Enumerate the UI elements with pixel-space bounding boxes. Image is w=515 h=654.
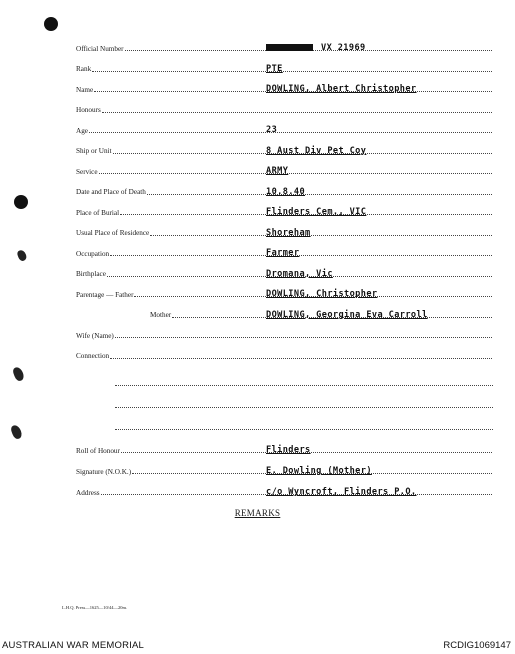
field-row — [76, 266, 493, 280]
dotted-leader — [89, 132, 492, 133]
field-value-text: c/o Wyncroft, Flinders P.O. — [266, 487, 417, 497]
field-label: Rank — [76, 65, 92, 74]
field-value-text: Shoreham — [266, 227, 311, 238]
dotted-leader — [147, 194, 492, 195]
field-value — [266, 64, 283, 74]
field-label: Wife (Name) — [76, 331, 114, 340]
field-value-text: PTE — [266, 63, 283, 74]
field-value — [266, 125, 277, 135]
field-row — [76, 286, 493, 300]
field-label: Roll of Honour — [76, 446, 120, 455]
footer-record-id: RCDIG1069147 — [443, 640, 511, 651]
field-value-text: DOWLING, Christopher — [266, 289, 378, 299]
field-value-text: E. Dowling (Mother) — [266, 466, 372, 476]
connection-line-1 — [115, 385, 493, 386]
field-row — [76, 348, 493, 362]
dotted-leader — [99, 173, 492, 174]
field-value — [266, 228, 311, 238]
dotted-leader — [115, 337, 492, 338]
field-row — [76, 463, 493, 477]
field-row — [76, 225, 493, 239]
field-value-text: DOWLING, Albert Christopher — [266, 84, 417, 94]
dotted-leader — [110, 255, 492, 256]
field-label: Place of Burial — [76, 208, 120, 217]
field-value-text: DOWLING, Georgina Eva Carroll — [266, 309, 428, 320]
field-value-text: Flinders Cem., VIC — [266, 207, 367, 217]
field-row — [76, 143, 493, 157]
field-label: Address — [76, 488, 100, 497]
field-row — [76, 122, 493, 136]
field-value-text: Farmer — [266, 248, 300, 258]
field-label: Date and Place of Death — [76, 188, 146, 197]
field-label: Usual Place of Residence — [76, 229, 150, 238]
connection-line-3 — [115, 429, 493, 430]
field-label: Birthplace — [76, 270, 106, 279]
field-value — [266, 43, 366, 53]
field-row — [76, 163, 493, 177]
field-row — [76, 184, 493, 198]
binder-hole-top — [44, 17, 58, 31]
field-row — [76, 327, 493, 341]
ink-smudge-1 — [16, 249, 27, 262]
field-value — [266, 84, 417, 94]
field-label: Official Number — [76, 44, 124, 53]
field-row — [76, 484, 493, 498]
field-value — [266, 445, 311, 455]
field-row — [76, 102, 493, 116]
field-value — [266, 269, 333, 279]
field-value-text: VX 21969 — [321, 43, 366, 53]
ink-smudge-3 — [10, 424, 23, 440]
field-value — [266, 310, 428, 320]
field-value — [266, 466, 372, 476]
field-row — [76, 307, 493, 321]
field-label: Name — [76, 85, 94, 94]
field-label: Connection — [76, 352, 110, 361]
field-label: Occupation — [76, 249, 110, 258]
field-value-text: Dromana, Vic — [266, 268, 333, 279]
field-value — [266, 248, 299, 258]
field-value — [266, 289, 377, 299]
field-label: Honours — [76, 106, 101, 115]
field-row — [76, 204, 493, 218]
field-row — [76, 61, 493, 75]
binder-hole-middle — [14, 195, 28, 209]
field-value-text: ARMY — [266, 166, 289, 176]
dotted-leader — [92, 71, 492, 72]
dotted-leader — [150, 235, 492, 236]
field-row — [76, 40, 493, 54]
field-value — [266, 187, 305, 197]
field-value-text: 8 Aust Div Pet Coy — [266, 145, 367, 156]
field-row — [76, 81, 493, 95]
ink-smudge-2 — [12, 366, 25, 382]
field-label: Ship or Unit — [76, 147, 112, 156]
archive-footer — [0, 637, 515, 654]
field-label: Mother — [150, 311, 172, 320]
field-label: Parentage — Father — [76, 290, 134, 299]
field-row — [76, 442, 493, 456]
redaction-mark — [266, 44, 313, 51]
field-value-text: 23 — [266, 125, 278, 135]
connection-line-2 — [115, 407, 493, 408]
field-label: Service — [76, 167, 98, 176]
field-value — [266, 166, 288, 176]
field-label: Age — [76, 126, 88, 135]
footer-institution: AUSTRALIAN WAR MEMORIAL — [2, 640, 145, 651]
field-value — [266, 146, 366, 156]
field-label: Signature (N.O.K.) — [76, 467, 132, 476]
dotted-leader — [110, 358, 492, 359]
dotted-leader — [102, 112, 492, 113]
field-value-text: Flinders — [266, 445, 311, 455]
field-row — [76, 245, 493, 259]
field-value — [266, 487, 417, 497]
field-value-text: 10.8.40 — [266, 186, 306, 197]
field-value — [266, 207, 366, 217]
remarks-heading: REMARKS — [234, 508, 281, 518]
print-code: L.H.Q. Press—1625—10/44—20m. — [62, 605, 128, 610]
